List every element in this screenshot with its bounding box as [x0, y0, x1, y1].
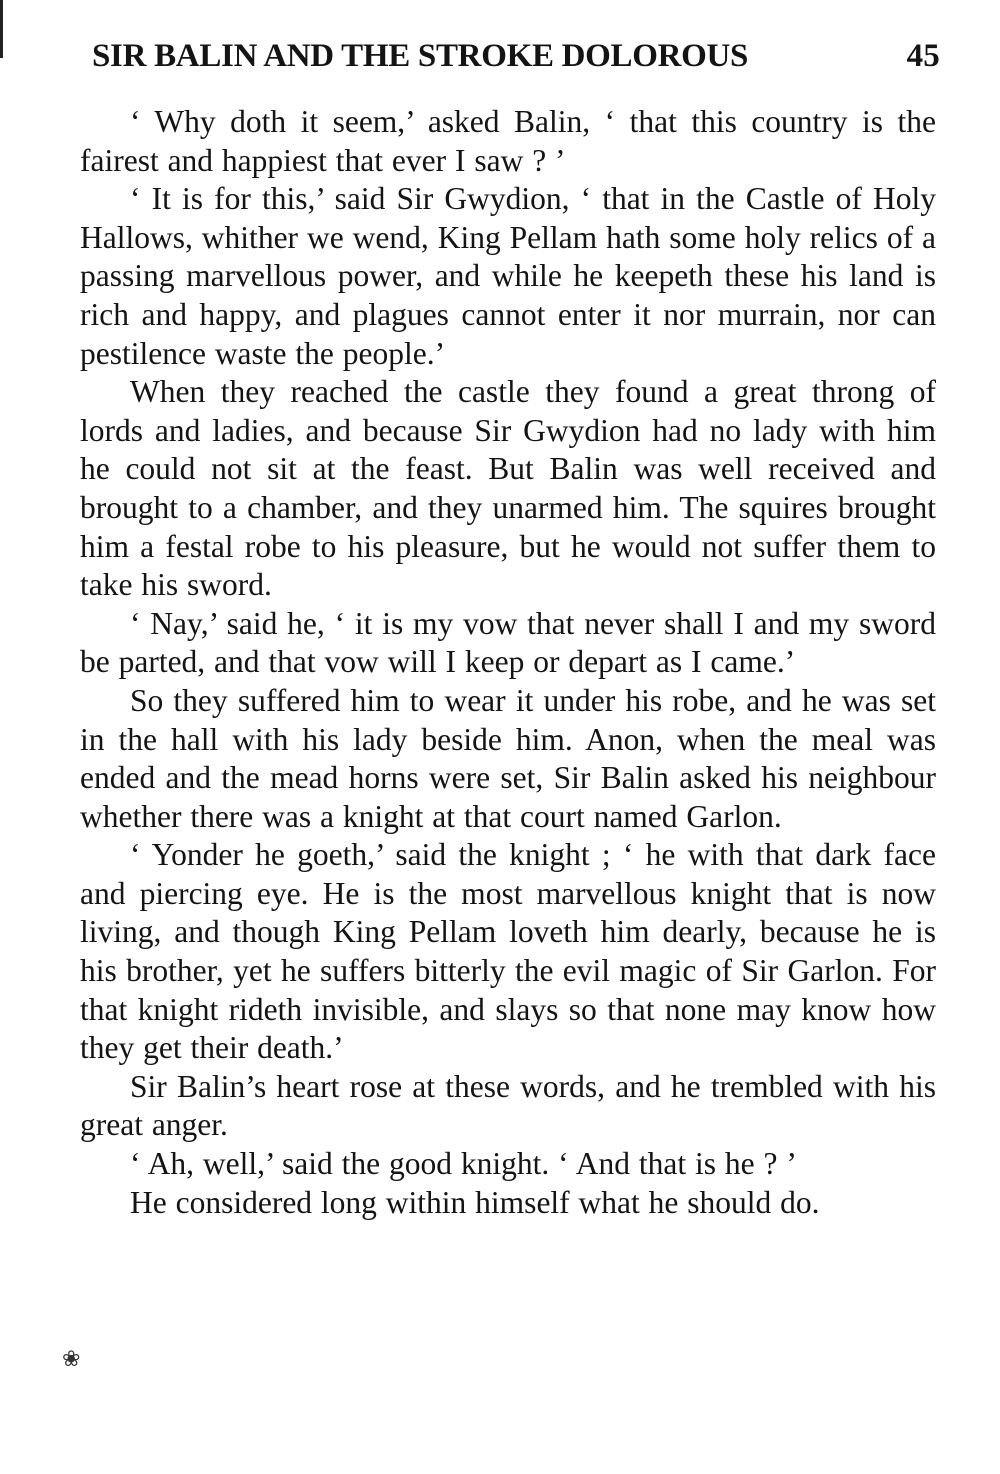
- paragraph: So they suffered him to wear it under his robe, and he was set in the hall with his lady beside him. Anon, when the meal was ended and the mead horns were set, Sir Balin asked his neighbour whether there was a knight at that court named Garlon.: [80, 682, 936, 834]
- body-text: [80, 103, 936, 1222]
- paragraph: ‘ Yonder he goeth,’ said the knight ; ‘ he with that dark face and piercing eye. He is the most marvellous knight that is now living, and though King Pellam loveth him dearly, because he is his brother, yet he suffers bitterly the evil magic of Sir Garlon. For that knight rideth invisible, and slays so that none may know how they get their death.’: [80, 837, 936, 1066]
- paragraph: ‘ It is for this,’ said Sir Gwydion, ‘ that in the Castle of Holy Hallows, whither we wend, King Pellam hath some holy relics of a passing marvellous power, and while he keepeth these his land is rich and happy, and plagues cannot enter it nor murrain, nor can pestilence waste the people.’: [80, 181, 936, 371]
- page-number: 45: [906, 38, 940, 74]
- paragraph: Sir Balin’s heart rose at these words, and he trembled with his great anger.: [80, 1068, 936, 1143]
- running-head: [92, 38, 940, 88]
- paragraph: When they reached the castle they found a great throng of lords and ladies, and because Sir Gwydion had no lady with him he could not sit at the feast. But Balin was well received and brought to a chamber, and they unarmed him. The squires brought him a festal robe to his pleasure, but he would not suffer them to take his sword.: [80, 374, 936, 603]
- page-edge-rule: [0, 0, 3, 58]
- paragraph: ‘ Ah, well,’ said the good knight. ‘ And that is he ? ’: [130, 1146, 797, 1182]
- paragraph: ‘ Nay,’ said he, ‘ it is my vow that never shall I and my sword be parted, and that vow will I keep or depart as I came.’: [80, 605, 936, 680]
- chapter-title: SIR BALIN AND THE STROKE DOLOROUS: [92, 38, 749, 74]
- paragraph: He considered long within himself what he should do.: [130, 1184, 820, 1220]
- margin-ornament-icon: ❀: [62, 1346, 81, 1371]
- paragraph: ‘ Why doth it seem,’ asked Balin, ‘ that this country is the fairest and happiest that ever I saw ? ’: [80, 104, 936, 178]
